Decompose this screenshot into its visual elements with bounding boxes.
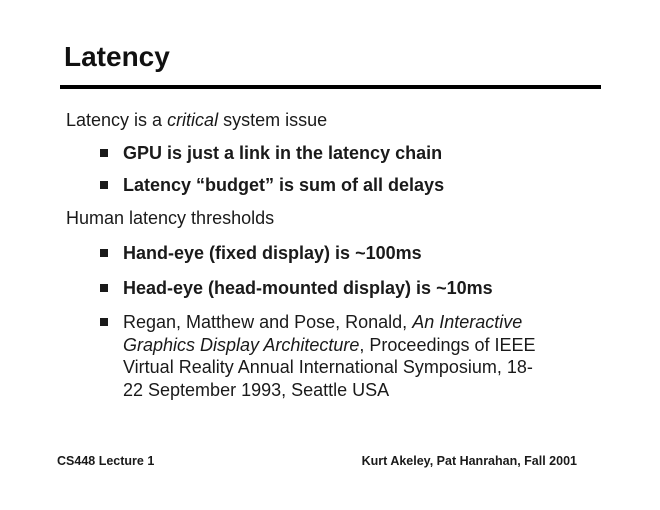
bullet-square-icon — [100, 284, 108, 292]
body-heading-thresholds: Human latency thresholds — [66, 208, 275, 228]
body-intro-italic: critical — [167, 110, 219, 130]
slide-title: Latency — [64, 41, 170, 72]
body-intro-text-end: system issue — [218, 110, 328, 130]
citation-run: Regan, Matthew and Pose, Ronald, — [123, 312, 413, 332]
citation-run: , Proceedings of IEEE — [359, 334, 536, 355]
citation-text — [123, 311, 536, 401]
footer-course-label: CS448 Lecture 1 — [57, 454, 155, 468]
citation-run: 22 September 1993, Seattle USA — [123, 379, 390, 400]
citation-line — [123, 379, 536, 402]
bullet-head-eye — [100, 277, 493, 299]
bullet-latency-budget — [100, 174, 444, 196]
citation-run-italic: Graphics Display Architecture — [123, 334, 360, 355]
bullet-label: Hand-eye (fixed display) is ~100ms — [123, 243, 422, 263]
footer-authors-label: Kurt Akeley, Pat Hanrahan, Fall 2001 — [361, 454, 577, 468]
citation-line — [123, 356, 536, 379]
title-underline-rule — [60, 85, 601, 89]
bullet-label: GPU is just a link in the latency chain — [123, 143, 443, 163]
citation-run: Virtual Reality Annual International Symposium, 18- — [123, 357, 533, 377]
citation-line — [123, 334, 536, 357]
bullet-hand-eye — [100, 242, 422, 264]
bullet-square-icon — [100, 149, 108, 157]
citation-line — [123, 311, 536, 334]
body-intro-line — [66, 109, 327, 131]
body-intro-text: Latency is a — [66, 110, 168, 130]
bullet-square-icon — [100, 318, 108, 326]
bullet-label: Latency “budget” is sum of all delays — [123, 175, 445, 195]
bullet-gpu-chain — [100, 142, 442, 164]
bullet-square-icon — [100, 249, 108, 257]
citation-run-italic: An Interactive — [412, 312, 523, 332]
bullet-square-icon — [100, 181, 108, 189]
bullet-citation — [100, 311, 536, 401]
bullet-label: Head-eye (head-mounted display) is ~10ms — [123, 278, 493, 298]
